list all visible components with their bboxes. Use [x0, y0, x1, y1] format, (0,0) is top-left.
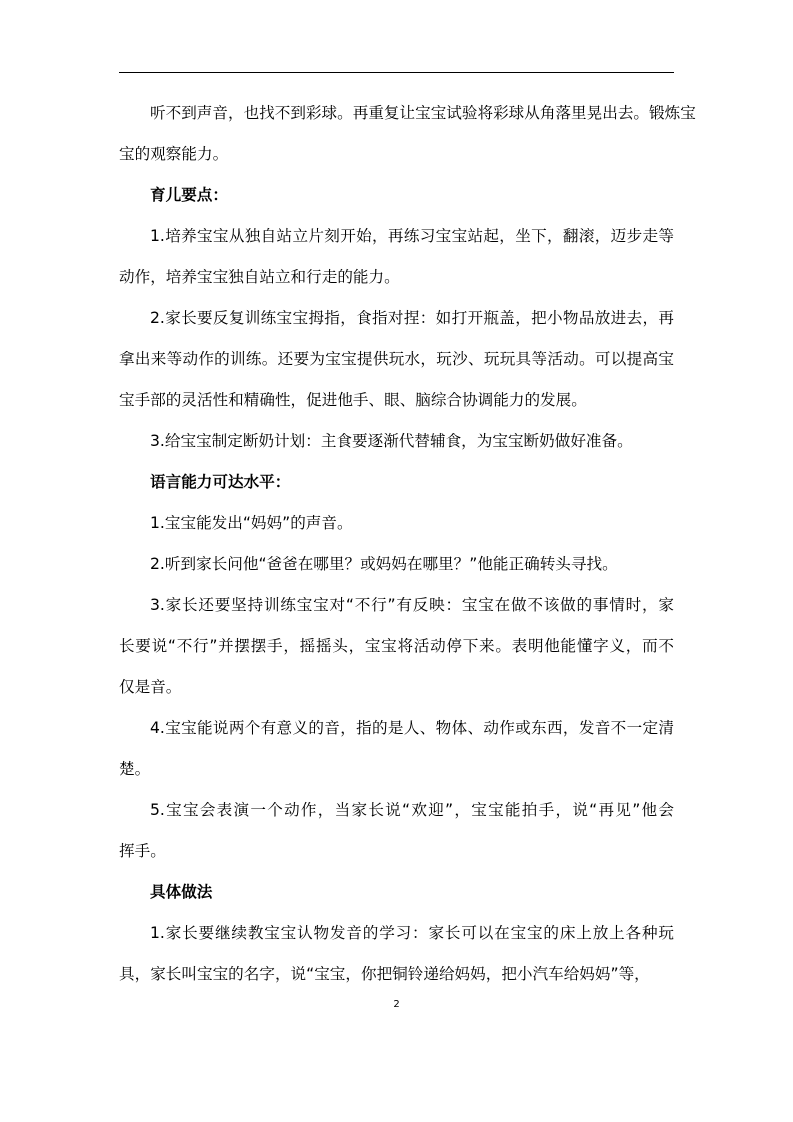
text-line: 5.宝宝会表演一个动作，当家长说“欢迎”，宝宝能拍手，说“再见”他会 — [150, 801, 674, 819]
paragraph — [119, 216, 674, 298]
text-line: 拿出来等动作的训练。还要为宝宝提供玩水，玩沙、玩玩具等活动。可以提高宝 — [119, 350, 674, 368]
paragraph — [119, 93, 696, 175]
paragraph — [119, 421, 674, 462]
text-line: 具，家长叫宝宝的名字，说“宝宝，你把铜铃递给妈妈，把小汽车给妈妈”等， — [119, 965, 650, 983]
text-line: 4.宝宝能说两个有意义的音，指的是人、物体、动作或东西，发音不一定清 — [150, 719, 674, 737]
header-rule — [119, 72, 674, 73]
text-line: 动作，培养宝宝独自站立和行走的能力。 — [119, 268, 400, 286]
text-line: 2.家长要反复训练宝宝拇指，食指对捏：如打开瓶盖，把小物品放进去，再 — [150, 309, 674, 327]
text-line: 宝手部的灵活性和精确性，促进他手、眼、脑综合协调能力的发展。 — [119, 391, 587, 409]
text-line: 仅是音。 — [119, 678, 182, 696]
text-line: 1.家长要继续教宝宝认物发音的学习：家长可以在宝宝的床上放上各种玩 — [150, 924, 674, 942]
section-heading — [119, 462, 674, 503]
text-line: 3.家长还要坚持训练宝宝对“不行”有反映：宝宝在做不该做的事情时，家 — [150, 596, 674, 614]
paragraph — [119, 708, 674, 790]
text-line: 1.宝宝能发出“妈妈”的声音。 — [150, 514, 353, 532]
text-line: 长要说“不行”并摆摆手，摇摇头，宝宝将活动停下来。表明他能懂字义，而不 — [119, 637, 674, 655]
section-heading — [119, 872, 674, 913]
paragraph — [119, 503, 674, 544]
text-line: 楚。 — [119, 760, 151, 778]
paragraph — [119, 790, 674, 872]
text-line: 育儿要点： — [150, 186, 228, 204]
text-line: 1.培养宝宝从独自站立片刻开始，再练习宝宝站起，坐下，翻滚，迈步走等 — [150, 227, 674, 245]
text-line: 听不到声音，也找不到彩球。再重复让宝宝试验将彩球从角落里晃出去。锻炼宝 — [150, 104, 696, 122]
document-body — [119, 93, 696, 995]
paragraph — [119, 544, 674, 585]
text-line: 挥手。 — [119, 842, 166, 860]
paragraph — [119, 913, 674, 995]
text-line: 具体做法 — [150, 883, 213, 901]
text-line: 2.听到家长问他“爸爸在哪里？或妈妈在哪里？”他能正确转头寻找。 — [150, 555, 618, 573]
text-line: 语言能力可达水平： — [150, 473, 291, 491]
paragraph — [119, 585, 674, 708]
text-line: 宝的观察能力。 — [119, 145, 229, 163]
section-heading — [119, 175, 674, 216]
page-number: 2 — [393, 999, 400, 1010]
paragraph — [119, 298, 674, 421]
text-line: 3.给宝宝制定断奶计划：主食要逐渐代替辅食，为宝宝断奶做好准备。 — [150, 432, 633, 450]
